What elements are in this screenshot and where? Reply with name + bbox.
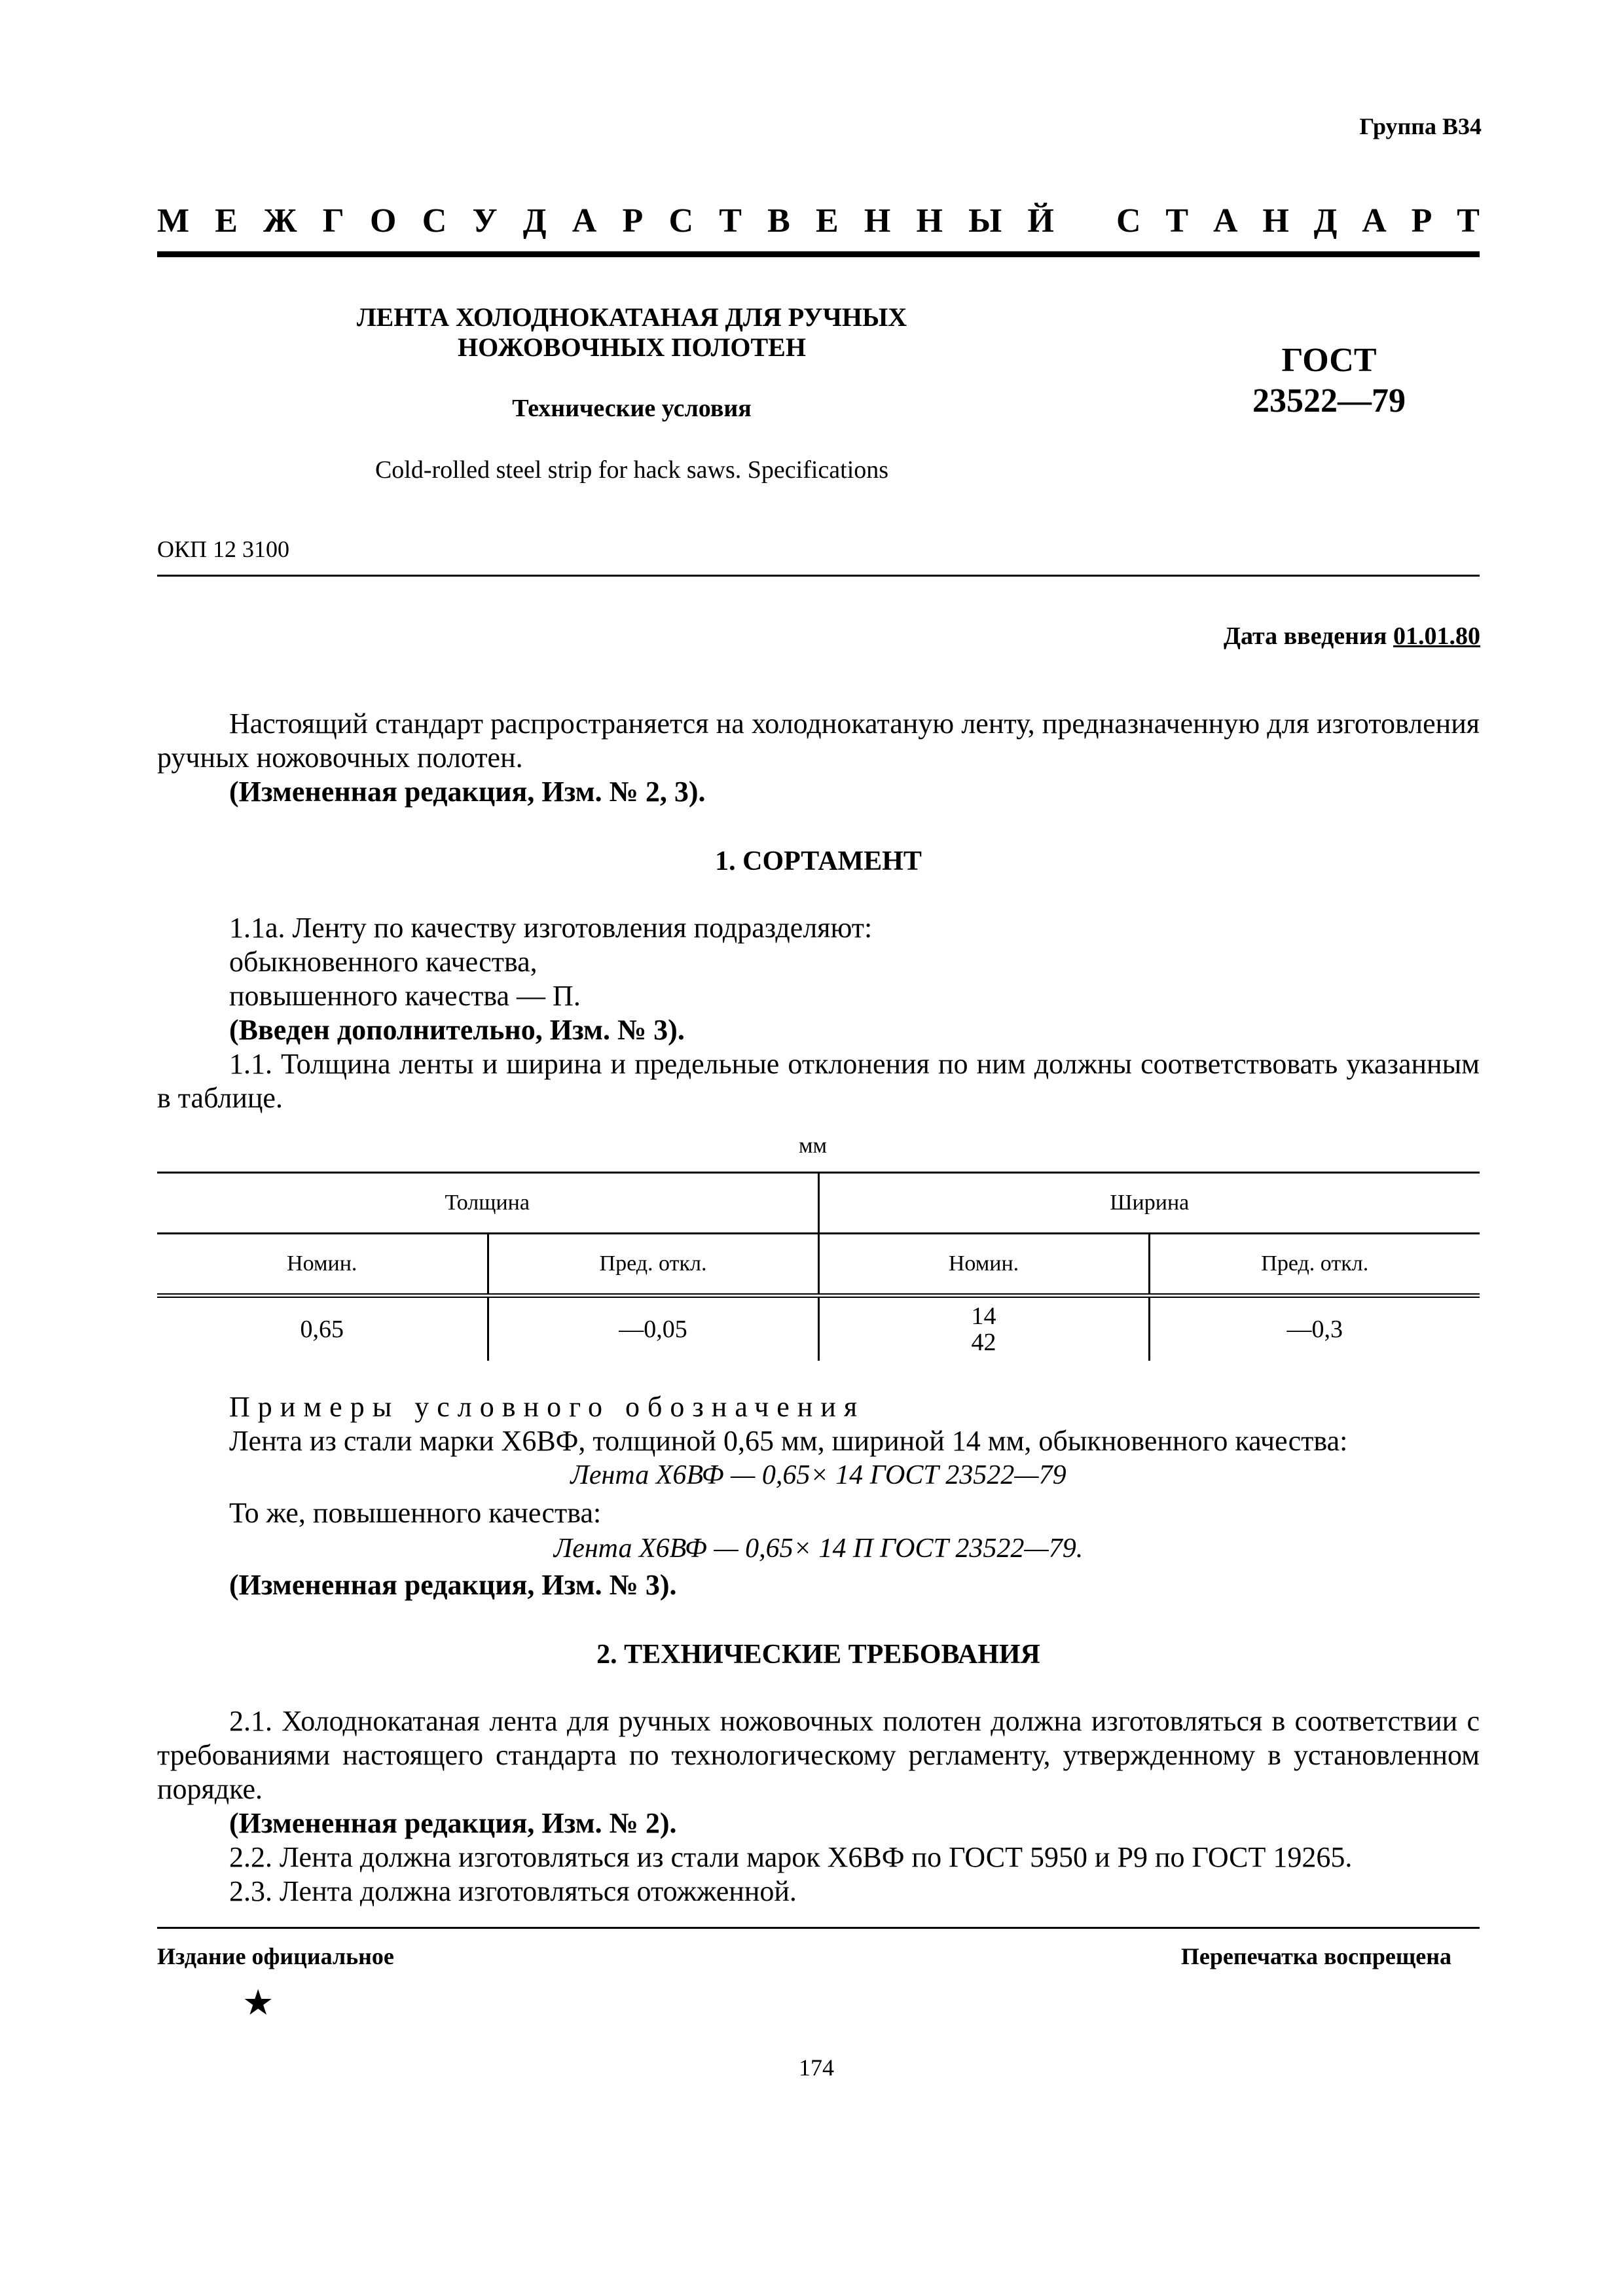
clause-2-2: 2.2. Лента должна изготовляться из стали марок Х6ВФ по ГОСТ 5950 и Р9 по ГОСТ 19265. xyxy=(229,1841,1353,1873)
official-edition: Издание официальное xyxy=(157,1943,394,1969)
banner-letter: Ж xyxy=(263,202,297,240)
intro-date-label: Дата введения xyxy=(1223,622,1387,650)
banner-letter: Н xyxy=(1262,202,1289,240)
quality-item-improved: повышенного качества — П. xyxy=(229,980,581,1012)
subtitle: Технические условия xyxy=(512,395,752,422)
page-number: 174 xyxy=(799,2054,834,2081)
example-designation-1: Лента Х6ВФ — 0,65× 14 ГОСТ 23522—79 xyxy=(570,1460,1067,1490)
banner-letter: Т xyxy=(1457,202,1480,240)
clause-1-1a: 1.1а. Ленту по качеству изготовления подразделяют: xyxy=(229,912,873,944)
banner-letter: Д xyxy=(522,202,547,240)
banner-letter: С xyxy=(668,202,694,240)
clause-2-3: 2.3. Лента должна изготовляться отожженной. xyxy=(229,1875,797,1907)
intro-paragraph: Настоящий стандарт распространяется на холоднокатаную ленту, предназначенную для изготовления ручных ножовочных полотен. xyxy=(157,708,1480,774)
cell-thickness-deviation: —0,05 xyxy=(488,1296,818,1361)
header-thickness: Толщина xyxy=(157,1173,818,1234)
example-description-2: То же, повышенного качества: xyxy=(229,1497,602,1529)
clause-1-1a-added: (Введен дополнительно, Изм. № 3). xyxy=(229,1014,685,1046)
section-2-heading: 2. ТЕХНИЧЕСКИЕ ТРЕБОВАНИЯ xyxy=(596,1640,1040,1670)
banner-word-interstate xyxy=(157,202,1054,240)
star-icon: ★ xyxy=(242,1983,274,2022)
banner-letter: О xyxy=(370,202,397,240)
banner-letter: М xyxy=(157,202,190,240)
col-thickness-deviation: Пред. откл. xyxy=(488,1234,818,1296)
okp-code: ОКП 12 3100 xyxy=(157,536,290,562)
cell-width-nominal-1: 14 xyxy=(971,1302,996,1330)
banner-letter: Й xyxy=(1027,202,1054,240)
title-block xyxy=(304,302,959,484)
clause-1-1: 1.1. Толщина ленты и ширина и предельные отклонения по ним должны соответствовать указанным в таблице. xyxy=(157,1048,1480,1114)
table-row xyxy=(157,1296,1480,1361)
intro-date-value: 01.01.80 xyxy=(1393,622,1480,650)
banner-letter: Г xyxy=(322,202,344,240)
banner-letter: Р xyxy=(622,202,644,240)
gost-code: 23522—79 xyxy=(1252,382,1406,420)
banner-letter: Н xyxy=(864,202,891,240)
cell-width-nominal xyxy=(818,1296,1149,1361)
header-width: Ширина xyxy=(818,1173,1480,1234)
banner-letter: У xyxy=(472,202,498,240)
col-thickness-nominal: Номин. xyxy=(157,1234,488,1296)
group-code: Группа В34 xyxy=(1359,113,1482,139)
examples-amendment: (Измененная редакция, Изм. № 3). xyxy=(229,1569,677,1601)
banner-letter: Д xyxy=(1313,202,1338,240)
banner-letter: Ы xyxy=(968,202,1002,240)
banner-letter: Е xyxy=(215,202,238,240)
okp-rule xyxy=(157,575,1480,577)
intro-amendment: (Измененная редакция, Изм. № 2, 3). xyxy=(229,776,706,808)
banner-letter: Р xyxy=(1411,202,1432,240)
header-rule xyxy=(157,251,1480,257)
examples-heading: Примеры условного обозначения xyxy=(229,1391,866,1423)
title-line-2: НОЖОВОЧНЫХ ПОЛОТЕН xyxy=(458,332,806,362)
banner-letter: Е xyxy=(815,202,839,240)
intro-date xyxy=(1224,622,1480,651)
footer-rule xyxy=(157,1927,1480,1929)
banner-letter: Н xyxy=(916,202,943,240)
interstate-standard-banner xyxy=(157,202,1480,240)
banner-letter: А xyxy=(1362,202,1387,240)
banner-letter: Т xyxy=(719,202,742,240)
table-column-header-row xyxy=(157,1234,1480,1296)
table-unit: мм xyxy=(799,1134,828,1158)
cell-width-deviation: —0,3 xyxy=(1286,1316,1343,1343)
banner-letter: С xyxy=(422,202,447,240)
example-description-1: Лента из стали марки Х6ВФ, толщиной 0,65 мм, шириной 14 мм, обыкновенного качества: xyxy=(229,1425,1348,1457)
table-group-header-row xyxy=(157,1173,1480,1234)
col-width-deviation: Пред. откл. xyxy=(1149,1234,1480,1296)
gost-label: ГОСТ xyxy=(1281,342,1377,379)
quality-item-ordinary: обыкновенного качества, xyxy=(229,946,538,978)
cell-thickness-nominal: 0,65 xyxy=(157,1296,488,1361)
gost-number xyxy=(1205,340,1453,422)
banner-letter: А xyxy=(572,202,597,240)
banner-word-standard xyxy=(1116,202,1480,240)
col-width-nominal: Номин. xyxy=(818,1234,1149,1296)
cell-width-nominal-2: 42 xyxy=(971,1329,996,1356)
banner-letter: В xyxy=(767,202,790,240)
clause-2-1: 2.1. Холоднокатаная лента для ручных ножовочных полотен должна изготовляться в соответствии с требованиями настоящего стандарта по технологическому регламенту, утвержденному в установленном порядке. xyxy=(157,1705,1480,1805)
english-title: Cold-rolled steel strip for hack saws. Specifications xyxy=(374,456,889,484)
section-1-heading: 1. СОРТАМЕНТ xyxy=(715,846,922,876)
clause-2-1-amendment: (Измененная редакция, Изм. № 2). xyxy=(229,1807,677,1839)
reprint-prohibited: Перепечатка воспрещена xyxy=(1180,1943,1451,1969)
banner-letter: А xyxy=(1213,202,1238,240)
example-designation-2: Лента Х6ВФ — 0,65× 14 П ГОСТ 23522—79. xyxy=(553,1534,1084,1564)
banner-letter: Т xyxy=(1165,202,1189,240)
dimensions-table xyxy=(157,1172,1480,1361)
banner-letter: С xyxy=(1116,202,1141,240)
title-line-1: ЛЕНТА ХОЛОДНОКАТАНАЯ ДЛЯ РУЧНЫХ xyxy=(356,302,907,332)
